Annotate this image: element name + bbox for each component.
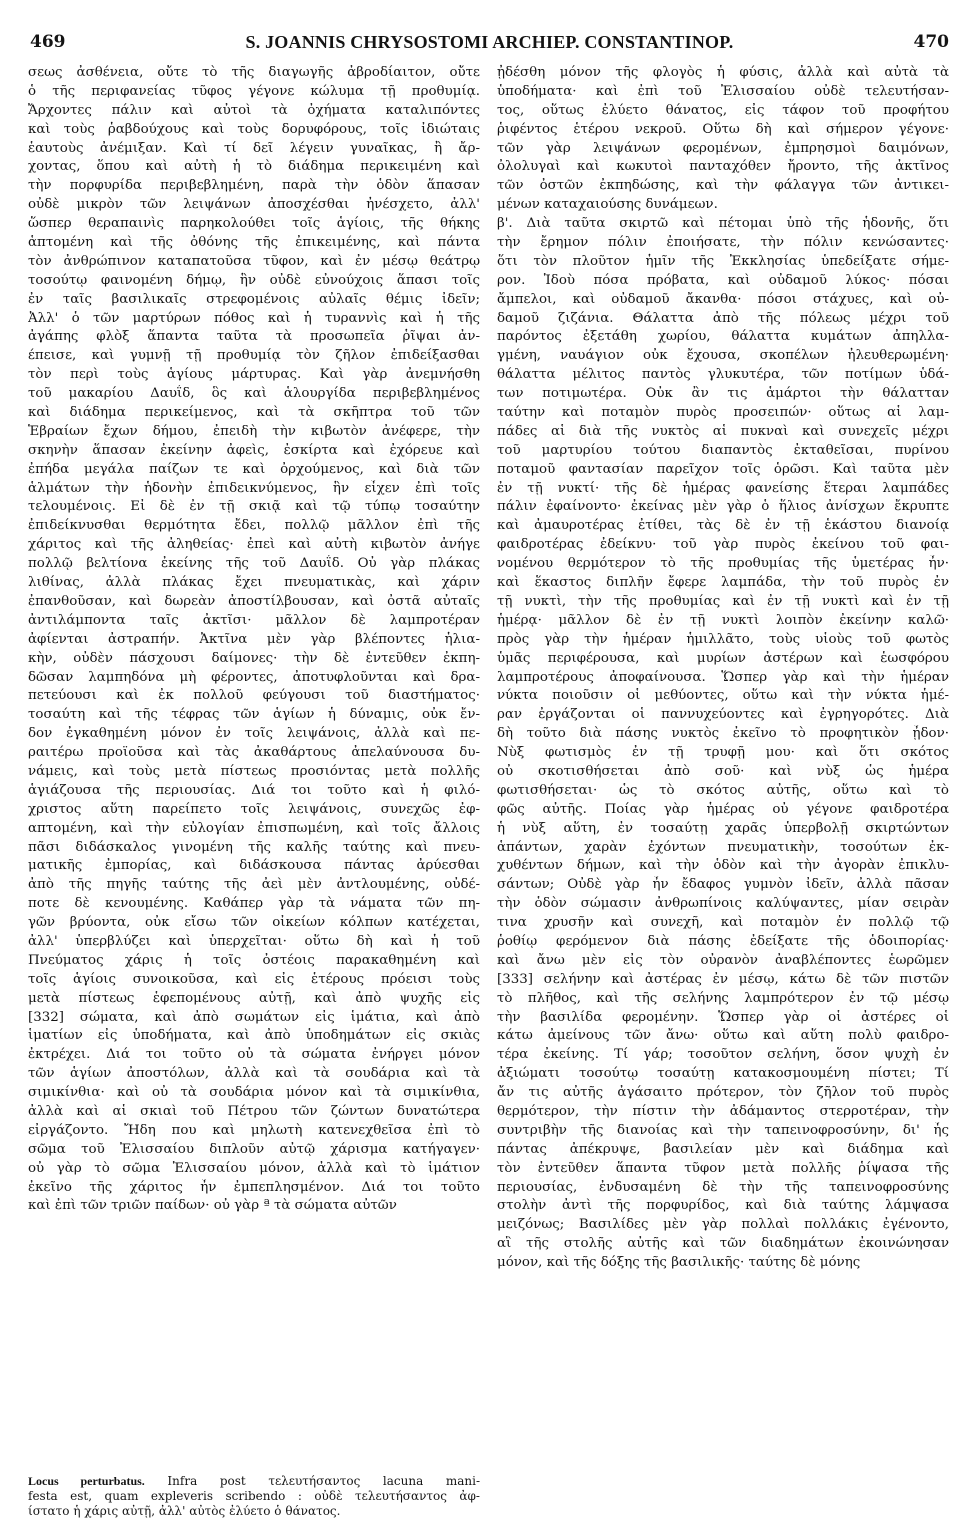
text-line: ταύτην καὶ ποταμὸν πυρὸς προσειπών· οὕτως αἱ λαμ-	[497, 405, 949, 421]
text-line: ποτε δὲ κενουμένης. Καθάπερ γὰρ τὰ νάματα τῶν πη-	[28, 896, 480, 912]
text-line: οὐδὲ μικρὸν τῶν λειψάνων ἀποσχέσθαι ἠνέσχετο, ἀλλ'	[28, 197, 480, 213]
text-line: ἐπανθοῦσαν, καὶ δωρεὰν ἀποστίλβουσαν, καὶ ὀστᾶ αὐταῖς	[28, 593, 480, 609]
text-line: τοσαύτη καὶ τῆς τέφρας τῶν ἁγίων ἡ δύναμις, οὐκ ἔν-	[28, 707, 480, 723]
text-line: συντριβὴν τῆς διανοίας καὶ τὴν ταπεινοφροσύνην, δι' ἧς	[497, 1122, 949, 1138]
text-line: ἀγάπης φλὸξ ἅπαντα ταῦτα τὰ προσωπεῖα ῥῖψαι ἀν-	[28, 329, 480, 345]
text-line: μένων καταχαιούσης δυνάμεων.	[497, 197, 718, 213]
text-line: ἄμπελοι, καὶ οὐδαμοῦ ἄκανθα· πόσοι στάχυες, καὶ οὐ-	[497, 291, 949, 307]
text-line: των ποτιμωτέρα. Οὐκ ἂν τις ἁμάρτοι τὴν θάλατταν	[497, 386, 949, 402]
text-line: τὴν βασιλίδα φερομένην. Ὥσπερ γὰρ οἱ ἀστέρες οἱ	[497, 1009, 949, 1025]
text-line: δῶσαν λαμπηδόνα μὴ φέροντες, ἀποτυφλοῦνται καὶ δρα-	[28, 669, 480, 685]
text-line: ἐν ταῖς βασιλικαῖς στρεφομένοις αὐλαῖς θέμις ἰδεῖν;	[28, 291, 480, 307]
footnote-line: ίστατο ἡ χάρις αὐτῇ, ἀλλ' αὐτὸς ἐλύετο ὁ θάνατος.	[28, 1504, 341, 1518]
text-line: ἐπήδα μεγάλα παίζων τε καὶ ὀρχούμενος, καὶ διὰ τῶν	[28, 461, 480, 477]
right-text-column	[497, 64, 949, 1273]
text-line: ραιτέρω προϊοῦσα καὶ τὰς ἀκαθάρτους ἀπελαύνουσα δυ-	[28, 745, 480, 761]
text-line: κὴν, οὐδὲν πάσχουσι δαίμονες· τὴν δὲ ἐντεῦθεν ἐκπη-	[28, 650, 480, 666]
text-line: νομένου θερμότερον τὸ τῆς προθυμίας τῆς ὑμετέρας ἦν·	[497, 556, 949, 572]
text-line: τοσούτῳ φαινομένη δήμῳ, ἣν οὐδὲ εὐνούχοις ἅπασι τοῖς	[28, 272, 480, 288]
text-line: Ἑβραίων ἔχων δήμου, ἐπειδὴ τὴν κιβωτὸν ἀνέφερε, τὴν	[28, 423, 480, 439]
text-line: θάλαττα μέλιτος παντὸς γλυκυτέρα, τῶν ποτίμων ὑδά-	[497, 367, 949, 383]
text-line: μετὰ πίστεως ἑφεπομένους αὐτῇ, καὶ ἀπὸ ψυχῆς εἰς	[28, 990, 480, 1006]
text-line: πᾶσι διδάσκαλος γινομένη τῆς καλῆς ταύτης καὶ πνευ-	[28, 839, 480, 855]
left-text-column	[28, 64, 480, 1216]
text-line: ἁπάντων, χαρὰν ἐχόντων πνευματικὴν, τοσούτων ἐκ-	[497, 839, 949, 855]
text-line: τῇ νυκτὶ, τὴν τῆς προθυμίας καὶ ἐν τῇ νυκτὶ καὶ ἐν τῇ	[497, 593, 949, 609]
text-line: καὶ ἐπὶ τῶν τριῶν παίδων· οὐ γὰρ ª τὰ σώματα αὐτῶν	[28, 1198, 397, 1214]
text-line: τὴν ὁδὸν σώμασιν ἀνθρωπίνοις καλύψαντες, μίαν σειρὰν	[497, 896, 949, 912]
text-line: Ἄρχοντες πάλιν καὶ αὐτοὶ τὰ ὀχήματα καταλιπόντες	[28, 102, 480, 118]
text-line: ἐπιδείκνυσθαι θερμότητα ἔδει, πολλῷ μᾶλλον ἐπὶ τῆς	[28, 518, 480, 534]
text-line: ποταμοῦ φαντασίαν παρεῖχον τοῖς ὁρῶσι. Καὶ ταῦτα μὲν	[497, 461, 949, 477]
text-line: σιμικίνθια· καὶ οὐ τὰ σουδάρια μόνον καὶ τὰ σιμικίνθια,	[28, 1085, 480, 1101]
text-line: εἰργάζοντο. Ἤδη που καὶ μηλωτὴ κατενεχθεῖσα ἐπὶ τὸ	[28, 1122, 480, 1138]
text-line: τέρα ἐκείνης. Τί γάρ; τοσοῦτον σελήνη, ὅσον ψυχὴ ἐν	[497, 1047, 949, 1063]
text-line: μειζόνως; Βασιλίδες μὲν γὰρ πολλαὶ πολλάκις ἐγένοντο,	[497, 1217, 949, 1233]
text-line: ἀφίενται ἀστραπήν. Ἀκτῖνα μὲν γὰρ βλέποντες ἡλια-	[28, 631, 480, 647]
text-line: χοντας, ὅπου καὶ αὐτὴ ἡ τὸ διάδημα περικειμένη καὶ	[28, 159, 480, 175]
text-line: ὁ τῆς περιφανείας τῦφος γέγονε κώλυμα τῇ προθυμίᾳ.	[28, 83, 480, 99]
text-line: σῶμα τοῦ Ἐλισσαίου διπλοῦν αὐτῷ χάρισμα κατήγαγεν·	[28, 1141, 480, 1157]
text-line: χριστος αὕτη παρείπετο τοῖς λειψάνοις, συνεχῶς ἐφ-	[28, 801, 480, 817]
text-line: πάντας ἀπέκρυψε, βασιλείαν μὲν καὶ διάδημα καὶ	[497, 1141, 949, 1157]
text-line: β'. Διὰ ταῦτα σκιρτῶ καὶ πέτομαι ὑπὸ τῆς ἡδονῆς, ὅτι	[497, 216, 949, 232]
text-line: [332] σώματα, καὶ ἀπὸ σωμάτων εἰς ἱμάτια, καὶ ἀπὸ	[28, 1009, 480, 1025]
left-page-number: 469	[30, 32, 66, 52]
text-line: τινα χρυσῆν καὶ συνεχῆ, καὶ ποταμὸν ἐν πολλῷ τῷ	[497, 915, 949, 931]
text-line: ᾐδέσθη μόνον τῆς φλογὸς ἡ φύσις, ἀλλὰ καὶ αὐτὰ τὰ	[497, 65, 949, 80]
text-line: σκηνὴν ἅπασαν ἐκείνην ἀφεὶς, ἐσκίρτα καὶ ἐχόρευε καὶ	[28, 442, 480, 458]
text-line: φαιδροτέρας ἐδείκνυ· τοῦ γὰρ πυρὸς ἐκείνου τοῦ φαι-	[497, 537, 949, 553]
text-line: καὶ ἀμαυροτέρας ἐτίθει, τὰς δὲ ἐν τῇ ἑκάστου διανοίᾳ	[497, 518, 949, 534]
text-line: σάντων; Οὐδὲ γὰρ ἦν ἔδαφος γυμνὸν ἰδεῖν, ἀλλὰ πᾶσαν	[497, 877, 949, 893]
text-line: τος, οὕτως ἐλύετο θάνατος, εἰς τάφον τοῦ προφήτου	[497, 102, 949, 118]
running-header	[22, 32, 957, 58]
text-line: οὐ γὰρ τὸ σῶμα Ἐλισσαίου μόνον, ἀλλὰ καὶ τὸ ἱμάτιον	[28, 1160, 480, 1176]
text-line: έπεισε, καὶ γυμνῇ τῇ προθυμίᾳ τὸν ζῆλον ἐπιδείξασθαι	[28, 348, 480, 364]
text-line: ἄν τις αὐτῆς ἀγάσαιτο πρότερον, τὸν ζῆλον τοῦ πυρὸς	[497, 1085, 949, 1101]
footnote	[28, 1474, 480, 1519]
text-line: ἐκτρέχει. Διά τοι τοῦτο οὐ τὰ σώματα ἐνήργει μόνον	[28, 1047, 480, 1063]
footnote-line: festa est, quam expleveris scribendo : οὐδὲ τελευτήσαντος ἀφ-	[28, 1489, 480, 1503]
text-line: ῥιφέντος ἑτέρου νεκροῦ. Οὕτω δὴ καὶ σήμερον γέγονε·	[497, 121, 949, 137]
text-line: τὸν ἐντεῦθεν ἅπαντα τῦφον μετὰ πολλῆς ῥίψασα τῆς	[497, 1160, 949, 1176]
text-line: λιθίνας, ἀλλὰ πλάκας ἔχει πνευματικὰς, καὶ χάριν	[28, 575, 480, 591]
text-line: ὀλολυγαὶ καὶ κωκυτοὶ πανταχόθεν ἤροντο, τῆς ἀκτῖνος	[497, 159, 949, 175]
text-line: πάλιν ἐφαίνοντο· ἐκείνας μὲν γὰρ ὁ ἥλιος ἀνίσχων ἔκρυπτε	[497, 499, 949, 515]
text-line: ἡ νὺξ αὕτη, ἐν τοσαύτῃ χαρᾶς ὑπερβολῇ σκιρτώντων	[497, 820, 949, 836]
text-line: ἀξιώματι τοσούτῳ τοσαύτῃ κατακοσμουμένη πίστει; Τί	[497, 1066, 949, 1082]
right-page-number: 470	[913, 32, 949, 52]
footnote-line	[28, 1474, 480, 1489]
text-line: τὸ πλῆθος, καὶ τῆς σελήνης λαμπρότερον ἐν τῷ μέσῳ	[497, 990, 949, 1006]
text-line: τῶν ὀστῶν ἐκπηδώσης, καὶ τὴν φάλαγγα τῶν ἀντικει-	[497, 178, 949, 194]
text-line: τοῦ μαρτυρίου τούτου διαπαντὸς ἐκταθεῖσαι, πυρίνου	[497, 442, 949, 458]
text-line: ραν ἐργάζονται οἱ παννυχεύοντες καὶ ἐγρηγορότες. Διὰ	[497, 707, 949, 723]
text-line: αἳ τῆς στολῆς αὐτῆς καὶ τῶν διαδημάτων ἐκοινώνησαν	[497, 1236, 949, 1252]
text-line: ὅτι τὸν πλοῦτον ἡμῖν τῆς Ἐκκλησίας ὑπεδείξατε σήμε-	[497, 253, 949, 269]
text-line: δὴ τοῦτο διὰ πάσης νυκτὸς ἐκεῖνο τὸ προφητικὸν ᾖδον·	[497, 726, 949, 742]
text-line: μόνον, καὶ τῆς δόξης τῆς βασιλικῆς· ταύτης δὲ μόνης	[497, 1255, 861, 1271]
text-line: ἱματίων εἰς ὑποδήματα, καὶ ἀπὸ ὑποδημάτων εἰς σκιὰς	[28, 1028, 480, 1044]
text-line: νύκτα ποιοῦσιν οἱ μεθύοντες, οὕτω καὶ τὴν νύκτα ἡμέ-	[497, 688, 949, 704]
running-title: S. JOANNIS CHRYSOSTOMI ARCHIEP. CONSTANTINOP.	[245, 32, 734, 52]
text-line: καὶ τοὺς ῥαβδούχους καὶ τοὺς δορυφόρους, τοῖς ἰδιώταις	[28, 121, 480, 137]
text-line: ρον. Ἰδοὺ πόσα πρόβατα, καὶ οὐδαμοῦ λύκος· πόσαι	[497, 272, 949, 288]
text-line: τῶν γὰρ λειψάνων φερομένων, ἐμπρησμοὶ δαιμόνων,	[497, 140, 949, 156]
text-line: στολὴν ἀντὶ τῆς πορφυρίδος, καὶ διὰ ταύτης λάμψασα	[497, 1198, 949, 1214]
text-line: τοῦ μακαρίου Δαυΐδ, ὃς καὶ ἁλουργίδα περιβεβλημένος	[28, 386, 480, 402]
text-line: ἁλμάτων τὴν ἡδονὴν ἐπιδεικνύμενος, ἣν εἶχεν ἐπὶ τοῖς	[28, 480, 480, 496]
text-line: καὶ διάδημα περικείμενος, καὶ τὰ σκῆπτρα τοῦ τῶν	[28, 405, 480, 421]
text-line: περιουσίας, ἐνδυσαμένη δὲ τὴν τῆς ταπεινοφροσύνης	[497, 1179, 949, 1195]
text-line: τοῖς ἁγίοις συνοικοῦσα, καὶ εἰς ἑτέρους πρόεισι τοὺς	[28, 971, 480, 987]
text-line: καὶ ἕκαστος διπλῆν ἔφερε λαμπάδα, τὴν τοῦ πυρὸς ἐν	[497, 575, 949, 591]
text-line: θερμότερον, τὴν πίστιν τὴν ἀδάμαντος στερροτέραν, τὴν	[497, 1103, 949, 1119]
text-line: ὥσπερ θεραπαινὶς παρηκολούθει τοῖς ἁγίοις, τῆς θήκης	[28, 216, 480, 232]
text-line: οὐ σκοτισθήσεται ἀπὸ σοῦ· καὶ νὺξ ὡς ἡμέρα	[497, 763, 949, 779]
text-line: ἐκεῖνο τῆς χάριτος ἦν ἐμπεπλησμένον. Διά τοι τοῦτο	[28, 1179, 480, 1195]
text-line: Πνεύματος χάρις ἡ τοῖς ὀστέοις παρακαθημένη καὶ	[28, 952, 480, 968]
text-line: τὸν περὶ τοὺς ἁγίους μάρτυρας. Καὶ γὰρ ἀνεμνήσθη	[28, 367, 480, 383]
text-line: πάδες αἱ διὰ τῆς νυκτὸς αἱ πυκναὶ καὶ συνεχεῖς μέχρι	[497, 423, 949, 439]
text-line: ἁπτομένη καὶ τῆς ὀθόνης τῆς ἐπικειμένης, καὶ πάντα	[28, 235, 480, 251]
text-line: ἐν τῇ νυκτί· τῆς δὲ ἡμέρας φανείσης ἕτεραι λαμπάδες	[497, 480, 949, 496]
text-line: τὴν πορφυρίδα περιβεβλημένη, παρὰ τὴν ὁδὸν ἅπασαν	[28, 178, 480, 194]
text-line: παρόντος ἐξετάθη χωρίου, θάλαττα κυμάτων ἀπηλλα-	[497, 329, 949, 345]
text-line: [333] σελήνην καὶ ἀστέρας ἐν μέσῳ, κάτω δὲ τῶν πιστῶν	[497, 971, 949, 987]
text-line: ἀλλ' ὑπερβλύζει καὶ ὑπερχεῖται· οὕτω δὴ καὶ ἡ τοῦ	[28, 933, 480, 949]
footnote-text: Infra post τελευτήσαντος lacuna mani-	[144, 1474, 480, 1488]
text-line: χυθέντων δήμων, καὶ τὴν ὁδὸν καὶ τὴν ἀγορὰν ἐπικλυ-	[497, 858, 949, 874]
footnote-lead: Locus perturbatus.	[28, 1474, 145, 1488]
text-line: ὑμᾶς περιφέρουσα, καὶ μυρίων ἀστέρων καὶ ἑωσφόρου	[497, 650, 949, 666]
text-line: πρὸς γὰρ τὴν ἡμέραν ἡμιλλᾶτο, τοὺς υἱοὺς τοῦ φωτὸς	[497, 631, 949, 647]
text-line: δον ἐγκαθημένη μόνον ἐν τοῖς λειψάνοις, ἀλλὰ καὶ πε-	[28, 726, 480, 742]
text-line: ἡμέρᾳ· μᾶλλον δὲ ἐν τῇ νυκτὶ λοιπὸν ἐκείνην καλῶ·	[497, 612, 949, 628]
text-line: φωτισθήσεται· ὡς τὸ σκότος αὐτῆς, οὕτω καὶ τὸ	[497, 782, 949, 798]
text-line: ἁγιάζουσα τῆς περιουσίας. Διά τοι τοῦτο καὶ ἡ φιλό-	[28, 782, 480, 798]
text-line: δαμοῦ ζιζάνια. Θάλαττα ἀπὸ τῆς πόλεως μέχρι τοῦ	[497, 310, 949, 326]
text-line: ὑποδήματα· καὶ ἐπὶ τοῦ Ἐλισσαίου οὐδὲ τελευτήσαν-	[497, 83, 949, 99]
text-line: τελουμένοις. Εἰ δὲ ἐν τῇ σκιᾷ καὶ τῷ τύπῳ τοσαύτην	[28, 499, 480, 515]
text-line: χάριτος καὶ τῆς ἀληθείας· ἐπεὶ καὶ αὐτὴ κιβωτὸν ἀνήγε	[28, 537, 480, 553]
text-line: ῥοθίῳ φερόμενον διὰ πάσης ἐδείξατε τῆς ὁδοιπορίας·	[497, 933, 949, 949]
text-line: φῶς αὐτῆς. Ποίας γὰρ ἡμέρας οὐ γέγονε φαιδροτέρα	[497, 801, 949, 817]
text-line: ἀπὸ τῆς πηγῆς ταύτης τῆς ἀεὶ μὲν ἀντλουμένης, οὐδέ-	[28, 877, 480, 893]
text-line: τὴν ἔρημον πόλιν ἐποιήσατε, τὴν πόλιν κενώσαντες·	[497, 235, 949, 251]
text-line: πολλῷ βελτίονα ἐκείνης τῆς τοῦ Δαυΐδ. Οὐ γὰρ πλάκας	[28, 556, 480, 572]
text-line: καὶ ἄνω μὲν εἰς τὸν οὐρανὸν ἀναβλέποντες ἑωρῶμεν	[497, 952, 949, 968]
text-line: Ἀλλ' ὁ τῶν μαρτύρων πόθος καὶ ἡ τυραννὶς καὶ ἡ τῆς	[28, 310, 480, 326]
text-line: Νὺξ φωτισμὸς ἐν τῇ τρυφῇ μου· καὶ ὅτι σκότος	[497, 745, 949, 761]
text-line: λαμπροτέρους ἀποφαίνουσα. Ὥσπερ γὰρ καὶ τὴν ἡμέραν	[497, 669, 949, 685]
text-line: κάτω ἀμείνους τῶν ἄνω· οὕτω καὶ αὕτη πολὺ φαιδρο-	[497, 1028, 949, 1044]
text-line: ἑαυτοὺς ἀνέμιξαν. Καὶ τί δεῖ λέγειν γυναῖκας, ἢ ἄρ-	[28, 140, 480, 156]
text-line: απτομένη, καὶ τὴν εὐλογίαν ἐπισπωμένη, καὶ τοῖς ἄλλοις	[28, 820, 480, 836]
text-line: νάμεις, καὶ τοὺς μετὰ πίστεως προσιόντας μετὰ πολλῆς	[28, 763, 480, 779]
text-line: σεως ἀσθένεια, οὔτε τὸ τῆς διαγωγῆς ἀβροδίαιτον, οὔτε	[28, 65, 480, 80]
text-line: ἀντιλάμποντα ταῖς ἀκτῖσι· μᾶλλον δὲ λαμπροτέραν	[28, 612, 480, 628]
text-line: ἀλλὰ καὶ αἱ σκιαὶ τοῦ Πέτρου τῶν ζώντων δυνατώτερα	[28, 1103, 480, 1119]
text-line: τὸν ἀνθρώπινον καταπατοῦσα τῦφον, καὶ ἐν μέσῳ θεάτρῳ	[28, 253, 480, 269]
text-line: τῶν ἁγίων ἀποστόλων, ἀλλὰ καὶ τὰ σουδάρια καὶ τὰ	[28, 1066, 480, 1082]
text-line: πετεύουσι καὶ ἐκ πολλοῦ φεύγουσι τοῦ διαστήματος·	[28, 688, 480, 704]
text-line: γμένη, ναυάγιον οὐκ ἔχουσα, σκοπέλων ἠλευθερωμένη·	[497, 348, 949, 364]
text-line: ματικῆς ἐμπορίας, καὶ διδάσκουσα πάντας ἀρύεσθαι	[28, 858, 480, 874]
text-line: γῶν βρύοντα, οὐκ εἴσω τῶν οἰκείων κόλπων κατέχεται,	[28, 915, 480, 931]
